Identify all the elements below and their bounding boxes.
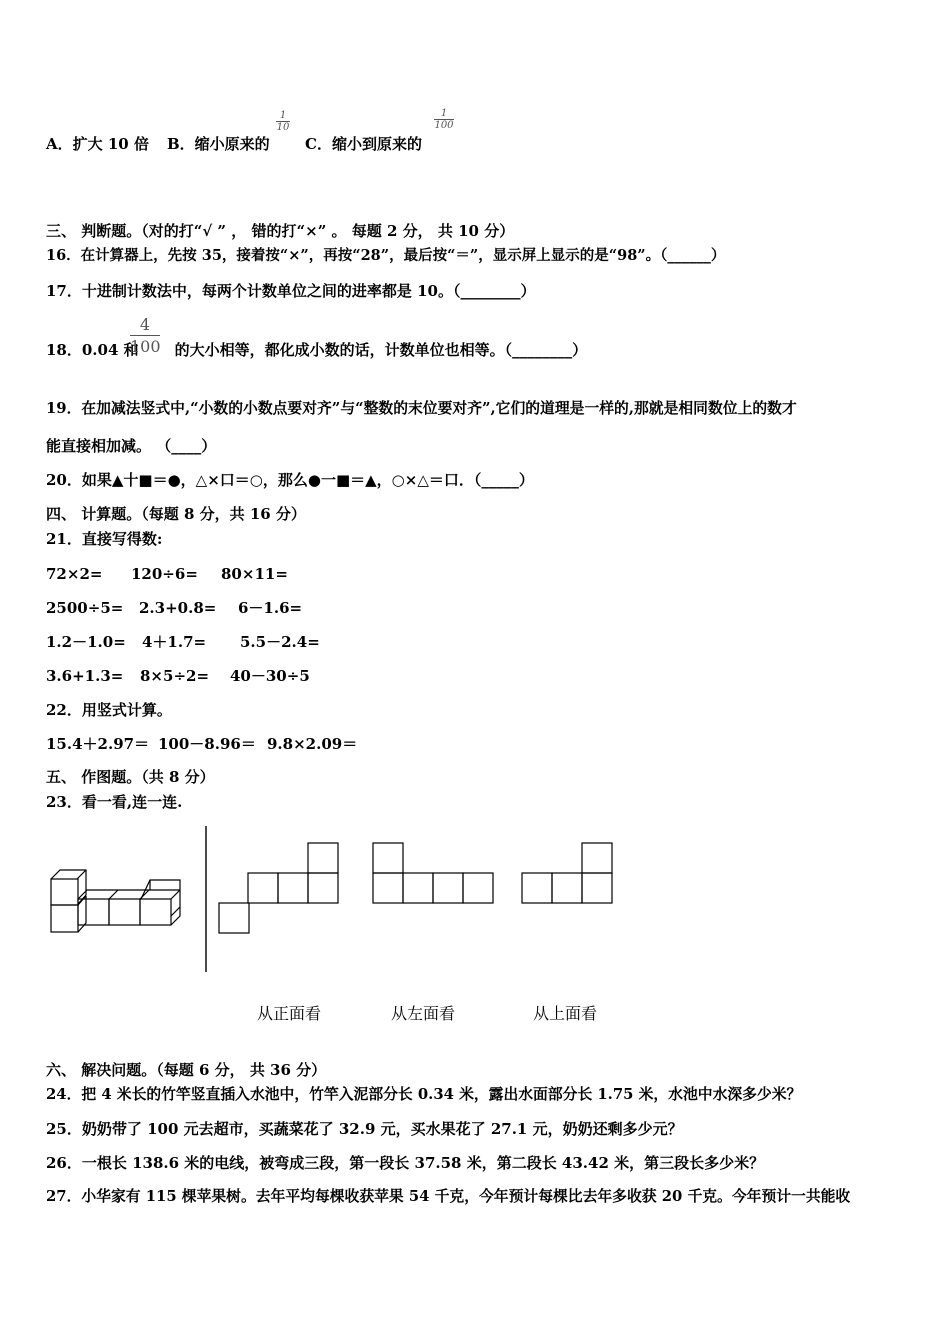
caption-front-view: 从正面看 <box>257 1004 322 1023</box>
question-18-prefix: 18．0.04 和 <box>46 341 139 359</box>
divider-line <box>203 826 209 974</box>
vertical-calc-item: 100－8.96＝ <box>158 735 256 753</box>
cube-solid-figure <box>46 865 186 937</box>
option-c-text: 缩小到原来的 <box>331 135 422 153</box>
view-top-figure <box>521 842 617 906</box>
calc-row <box>46 564 102 584</box>
section-3-title: 三、 判断题。（对的打“√ ” ， 错的打“×” 。 每题 2 分， 共 10 分） <box>46 222 515 240</box>
calc-item: 4＋1.7= <box>142 633 207 651</box>
section-5-title: 五、 作图题。（共 8 分） <box>46 768 215 786</box>
calc-item: 5.5－2.4= <box>240 633 320 651</box>
question-25: 25．奶奶带了 100 元去超市，买蔬菜花了 32.9 元，买水果花了 27.1 元，奶奶还剩多少元？ <box>46 1120 683 1138</box>
question-18-fraction <box>130 315 160 356</box>
calc-item: 3.6+1.3= <box>46 667 124 685</box>
option-c-fraction <box>434 108 454 131</box>
question-18-suffix: 的大小相等，都化成小数的话，计数单位也相等。（________） <box>174 341 588 359</box>
fraction-numerator: 4 <box>139 315 151 334</box>
calc-item: 72×2= <box>46 565 103 583</box>
question-19-line1: 19．在加减法竖式中,“小数的小数点要对齐”与“整数的末位要对齐”,它们的道理是一样的,那就是相同数位上的数才 <box>46 400 797 417</box>
vertical-calc-item: 9.8×2.09＝ <box>267 735 358 753</box>
question-20: 20．如果▲十■＝●，△×口＝○，那么●一■＝▲，○×△＝口．（_____） <box>46 471 534 489</box>
caption-top-view: 从上面看 <box>533 1004 598 1023</box>
calc-item: 2500÷5= <box>46 599 124 617</box>
caption-left-view: 从左面看 <box>391 1004 456 1023</box>
calc-item: 80×11= <box>221 565 288 583</box>
fraction-denominator: 10 <box>276 122 290 133</box>
question-22-title: 22．用竖式计算。 <box>46 701 172 719</box>
options-line <box>46 134 270 154</box>
option-b-fraction <box>276 110 290 133</box>
question-21-title: 21．直接写得数: <box>46 530 163 548</box>
option-b-label: B． <box>166 135 195 153</box>
question-26: 26．一根长 138.6 米的电线，被弯成三段，第一段长 37.58 米，第二段长 43.42 米，第三段长多少米？ <box>46 1154 765 1172</box>
fraction-numerator: 1 <box>279 110 287 121</box>
view-left-figure <box>372 842 498 906</box>
calc-item: 6－1.6= <box>238 599 303 617</box>
fraction-denominator: 100 <box>434 120 454 131</box>
option-c <box>305 134 422 154</box>
calc-item: 120÷6= <box>131 565 198 583</box>
calc-item: 2.3+0.8= <box>139 599 217 617</box>
calc-item: 40－30÷5 <box>230 667 310 685</box>
option-a-label: A． <box>46 135 73 153</box>
fraction-numerator: 1 <box>440 108 448 119</box>
view-front-figure <box>218 842 342 936</box>
question-17: 17．十进制计数法中，每两个计数单位之间的进率都是 10。（________） <box>46 282 536 300</box>
question-23-title: 23．看一看,连一连. <box>46 793 183 811</box>
question-19-line2: 能直接相加减。 （____） <box>46 437 217 455</box>
section-6-title: 六、 解决问题。（每题 6 分， 共 36 分） <box>46 1061 327 1079</box>
vertical-calc-item: 15.4＋2.97＝ <box>46 735 150 753</box>
question-16: 16．在计算器上，先按 35，接着按“×”，再按“28”，最后按“＝”，显示屏上显示的是“98”。（______） <box>46 247 726 264</box>
option-a-text: 扩大 10 倍 <box>72 135 149 153</box>
option-b-text: 缩小原来的 <box>194 135 270 153</box>
option-c-label: C． <box>305 135 332 153</box>
calc-item: 8×5÷2= <box>140 667 210 685</box>
question-24: 24．把 4 米长的竹竿竖直插入水池中，竹竿入泥部分长 0.34 米，露出水面部分长 1.75 米，水池中水深多少米？ <box>46 1086 802 1103</box>
section-4-title: 四、 计算题。（每题 8 分，共 16 分） <box>46 505 306 523</box>
question-18 <box>46 340 587 360</box>
question-27: 27．小华家有 115 棵苹果树。去年平均每棵收获苹果 54 千克，今年预计每棵比去年多收获 20 千克。今年预计一共能收 <box>46 1188 851 1205</box>
calc-item: 1.2－1.0= <box>46 633 126 651</box>
fraction-denominator: 100 <box>130 337 161 356</box>
